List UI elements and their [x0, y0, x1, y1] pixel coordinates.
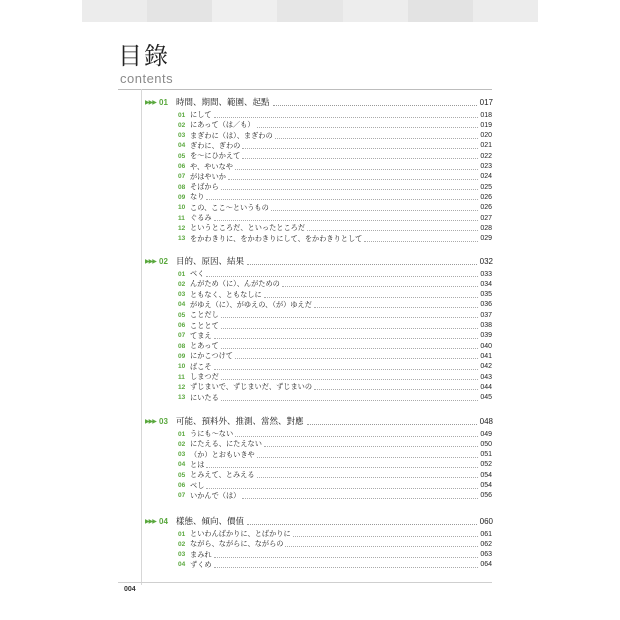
- entry-page: 041: [480, 352, 492, 360]
- toc-entry[interactable]: [178, 450, 492, 460]
- entry-number: 07: [178, 173, 186, 181]
- strip-block: [343, 0, 408, 22]
- toc-entry[interactable]: [178, 182, 492, 192]
- entry-page: 052: [480, 461, 492, 469]
- entry-page: 035: [480, 291, 492, 299]
- entry-page: 024: [480, 173, 492, 181]
- entry-page: 054: [480, 482, 492, 489]
- entry-page: 021: [480, 142, 492, 150]
- entry-page: 037: [480, 311, 492, 319]
- toc-entry[interactable]: [178, 560, 492, 570]
- entry-title: をかわきりに、をかわきりにして、をかわきりとして: [190, 233, 363, 243]
- entry-title: まぎわに（は）、まぎわの: [190, 130, 273, 140]
- dot-leader: [271, 205, 479, 211]
- entry-number: 04: [178, 561, 186, 569]
- dot-leader: [221, 184, 479, 190]
- dot-leader: [235, 431, 478, 437]
- entry-page: 050: [480, 440, 492, 448]
- entry-title: ぎわに、ぎわの: [190, 140, 241, 150]
- entry-number: 02: [178, 440, 186, 448]
- dot-leader: [314, 302, 478, 308]
- entry-number: 12: [178, 383, 186, 391]
- entry-page: 063: [480, 551, 492, 559]
- dot-leader: [221, 343, 479, 349]
- dot-leader: [214, 562, 479, 568]
- entry-title: といわんばかりに、とばかりに: [190, 529, 291, 538]
- entry-number: 05: [178, 152, 186, 160]
- entry-title: べく: [190, 269, 205, 278]
- entry-title: この、ここ～というもの: [190, 202, 269, 212]
- toc-entry[interactable]: [178, 331, 492, 341]
- chapter-row[interactable]: [145, 514, 493, 528]
- dot-leader: [228, 174, 478, 180]
- entry-number: 09: [178, 352, 186, 360]
- toc-entry[interactable]: [178, 120, 492, 130]
- dot-leader: [257, 472, 479, 478]
- bottom-divider: [118, 582, 492, 583]
- dot-leader: [235, 353, 478, 359]
- page-title: 目錄: [118, 42, 170, 70]
- entry-page: 027: [480, 214, 492, 222]
- arrow-icon: ▶▶▶: [145, 517, 156, 525]
- arrow-icon: ▶▶▶: [145, 98, 156, 106]
- toc-entry[interactable]: [178, 341, 492, 351]
- dot-leader: [275, 133, 479, 139]
- entry-number: 10: [178, 363, 186, 371]
- entry-page: 040: [480, 342, 492, 350]
- toc-entry[interactable]: [178, 269, 492, 279]
- entry-title: ずくめ: [190, 559, 212, 569]
- chapter-title: 可能、預料外、推測、當然、對應: [176, 417, 304, 427]
- entry-page: 033: [480, 270, 492, 278]
- entry-page: 028: [480, 224, 492, 232]
- entry-number: 11: [178, 373, 185, 381]
- entry-page: 022: [480, 152, 492, 160]
- entry-page: 038: [480, 322, 492, 329]
- chapter-row[interactable]: [145, 254, 493, 268]
- toc-entry[interactable]: [178, 172, 492, 182]
- vertical-guide-line: [141, 89, 142, 585]
- dot-leader: [206, 462, 478, 468]
- dot-leader: [221, 323, 479, 329]
- chapter-row[interactable]: [145, 95, 493, 109]
- entry-number: 01: [178, 430, 186, 438]
- arrow-icon: ▶▶▶: [145, 257, 156, 265]
- entry-page: 039: [480, 332, 492, 340]
- dot-leader: [364, 236, 478, 242]
- entry-number: 08: [178, 183, 186, 191]
- entry-page: 044: [480, 383, 492, 391]
- toc-entry[interactable]: [178, 529, 492, 539]
- toc-entry[interactable]: [178, 110, 492, 120]
- entry-page: 061: [480, 530, 492, 538]
- dot-leader: [257, 452, 479, 458]
- entry-number: 10: [178, 204, 186, 212]
- entry-number: 07: [178, 492, 186, 500]
- entry-title: にいたる: [190, 392, 219, 402]
- toc-entry[interactable]: [178, 321, 492, 331]
- dot-leader: [307, 225, 478, 231]
- entry-number: 02: [178, 540, 186, 548]
- toc-entry[interactable]: [178, 290, 492, 300]
- dot-leader: [221, 312, 479, 318]
- entry-title: にあって（は／も）: [190, 120, 255, 130]
- dot-leader: [214, 215, 479, 221]
- entry-number: 06: [178, 163, 186, 170]
- toc-entry[interactable]: [178, 203, 492, 213]
- toc-entry[interactable]: [178, 351, 492, 361]
- dot-leader: [206, 271, 478, 277]
- top-color-strip: [82, 0, 538, 22]
- strip-block: [408, 0, 473, 22]
- entry-title: にたえる、にたえない: [190, 439, 262, 449]
- toc-entry[interactable]: [178, 192, 492, 202]
- strip-block: [147, 0, 212, 22]
- entry-page: 049: [480, 430, 492, 438]
- dot-leader: [221, 374, 479, 380]
- toc-entry[interactable]: [178, 550, 492, 560]
- strip-block: [212, 0, 277, 22]
- entry-title: ことだし: [190, 310, 219, 320]
- toc-entry[interactable]: [178, 131, 492, 141]
- entry-number: 03: [178, 451, 186, 459]
- entry-title: べし: [190, 480, 205, 490]
- entry-title: ともなく、ともなしに: [190, 289, 262, 299]
- chapter-page: 048: [479, 416, 493, 426]
- entry-title: にして: [190, 110, 212, 119]
- toc-entry[interactable]: [178, 429, 492, 439]
- entry-number: 12: [178, 224, 186, 232]
- entry-title: や、やいなや: [190, 161, 233, 171]
- chapter-number: 01: [159, 97, 168, 107]
- entry-number: 09: [178, 193, 186, 201]
- entry-title: こととて: [190, 320, 219, 330]
- entry-number: 02: [178, 121, 186, 129]
- chapter-number: 03: [159, 416, 168, 426]
- top-divider: [118, 89, 492, 90]
- entry-number: 03: [178, 132, 186, 140]
- entry-title: を～にひかえて: [190, 151, 241, 161]
- toc-entry[interactable]: [178, 393, 492, 403]
- chapter-title: 樣態、傾向、價值: [176, 517, 245, 527]
- entry-page: 023: [480, 163, 492, 170]
- dot-leader: [206, 194, 478, 200]
- entry-number: 04: [178, 301, 186, 309]
- toc-entry[interactable]: [178, 162, 492, 172]
- entry-page: 029: [480, 235, 492, 243]
- entry-number: 08: [178, 342, 186, 350]
- entry-page: 054: [480, 471, 492, 479]
- toc-entry[interactable]: [178, 372, 492, 382]
- toc-entry[interactable]: [178, 439, 492, 449]
- entry-number: 11: [178, 214, 185, 222]
- chapter-page: 032: [479, 256, 493, 266]
- entry-title: ずじまいで、ずじまいだ、ずじまいの: [190, 382, 313, 392]
- entry-number: 04: [178, 142, 186, 150]
- dot-leader: [206, 483, 478, 489]
- toc-entry[interactable]: [178, 481, 492, 491]
- strip-block: [473, 0, 538, 22]
- toc-entry[interactable]: [178, 310, 492, 320]
- dot-leader: [264, 292, 479, 298]
- entry-number: 01: [178, 270, 186, 278]
- toc-entry[interactable]: [178, 460, 492, 470]
- entry-title: しまつだ: [190, 372, 219, 381]
- entry-page: 042: [480, 363, 492, 371]
- entry-number: 05: [178, 471, 186, 479]
- entry-title: てまえ: [190, 330, 212, 340]
- dot-leader: [273, 98, 477, 106]
- dot-leader: [214, 112, 479, 118]
- entry-title: がゆえ（に）、がゆえの、（が）ゆえだ: [190, 299, 312, 309]
- page-subtitle: contents: [120, 71, 174, 86]
- dot-leader: [214, 364, 479, 370]
- dot-leader: [293, 531, 479, 537]
- dot-leader: [242, 153, 478, 159]
- toc-entry[interactable]: [178, 382, 492, 392]
- toc-entry[interactable]: [178, 279, 492, 289]
- entry-page: 051: [480, 451, 492, 459]
- entry-number: 07: [178, 332, 186, 340]
- toc-entry[interactable]: [178, 300, 492, 310]
- chapter-page: 060: [479, 516, 493, 526]
- dot-leader: [247, 517, 477, 525]
- dot-leader: [285, 541, 478, 547]
- entry-page: 045: [480, 394, 492, 402]
- entry-title: そばから: [190, 182, 219, 192]
- entry-page: 034: [480, 280, 492, 288]
- toc-entry[interactable]: [178, 151, 492, 161]
- entry-number: 13: [178, 394, 186, 402]
- entry-number: 06: [178, 482, 186, 489]
- chapter-number: 04: [159, 516, 168, 526]
- dot-leader: [214, 552, 479, 558]
- toc-entry[interactable]: [178, 539, 492, 549]
- chapter-page: 017: [479, 97, 493, 107]
- entry-title: ぐるみ: [190, 213, 212, 222]
- entry-number: 06: [178, 322, 186, 329]
- entry-page: 036: [480, 301, 492, 309]
- toc-entry[interactable]: [178, 223, 492, 233]
- entry-title: んがため（に）、んがための: [190, 279, 280, 289]
- dot-leader: [307, 417, 477, 425]
- entry-page: 025: [480, 183, 492, 191]
- chapter-title: 時間、期間、範圍、起點: [176, 98, 270, 108]
- dot-leader: [282, 281, 478, 287]
- entry-number: 02: [178, 280, 186, 288]
- toc-entry[interactable]: [178, 213, 492, 223]
- entry-page: 026: [480, 193, 492, 201]
- dot-leader: [235, 164, 478, 170]
- entry-title: ながら、ながらに、ながらの: [190, 539, 284, 549]
- chapter-number: 02: [159, 256, 168, 266]
- entry-title: とあって: [190, 341, 219, 351]
- entry-number: 01: [178, 111, 186, 119]
- dot-leader: [221, 395, 479, 401]
- entry-number: 04: [178, 461, 186, 469]
- entry-title: なり: [190, 192, 205, 202]
- entry-title: ばこそ: [190, 361, 212, 371]
- strip-block: [277, 0, 342, 22]
- entry-title: （か）とおもいきや: [190, 449, 255, 459]
- dot-leader: [257, 122, 479, 128]
- toc-entry[interactable]: [178, 234, 492, 244]
- entry-number: 03: [178, 551, 186, 559]
- dot-leader: [314, 384, 478, 390]
- entry-page: 026: [480, 204, 492, 212]
- toc-entry[interactable]: [178, 141, 492, 151]
- dot-leader: [264, 441, 478, 447]
- entry-number: 05: [178, 311, 186, 319]
- entry-page: 043: [480, 373, 492, 381]
- entry-title: にかこつけて: [190, 351, 233, 361]
- entry-page: 018: [480, 111, 492, 119]
- entry-page: 064: [480, 561, 492, 569]
- entry-number: 13: [178, 235, 186, 243]
- entry-page: 020: [480, 132, 492, 140]
- dot-leader: [242, 143, 478, 149]
- toc-entry[interactable]: [178, 491, 492, 501]
- entry-title: いかんで（は）: [190, 490, 241, 500]
- toc-entry[interactable]: [178, 362, 492, 372]
- dot-leader: [214, 333, 479, 339]
- arrow-icon: ▶▶▶: [145, 417, 156, 425]
- strip-block: [82, 0, 147, 22]
- chapter-title: 目的、原因、結果: [176, 257, 245, 267]
- entry-title: というところだ、といったところだ: [190, 223, 306, 233]
- entry-number: 03: [178, 291, 186, 299]
- entry-page: 062: [480, 540, 492, 548]
- entry-page: 056: [480, 492, 492, 500]
- page-number: 004: [124, 586, 136, 593]
- dot-leader: [247, 257, 477, 265]
- toc-entry[interactable]: [178, 470, 492, 480]
- entry-title: うにも～ない: [190, 429, 234, 438]
- entry-number: 01: [178, 530, 186, 538]
- entry-title: とみえて、とみえる: [190, 470, 255, 480]
- entry-title: とは: [190, 459, 205, 469]
- chapter-row[interactable]: [145, 414, 493, 428]
- entry-page: 019: [480, 121, 492, 129]
- entry-title: がはやいか: [190, 171, 226, 181]
- dot-leader: [242, 493, 478, 499]
- entry-title: まみれ: [190, 549, 212, 559]
